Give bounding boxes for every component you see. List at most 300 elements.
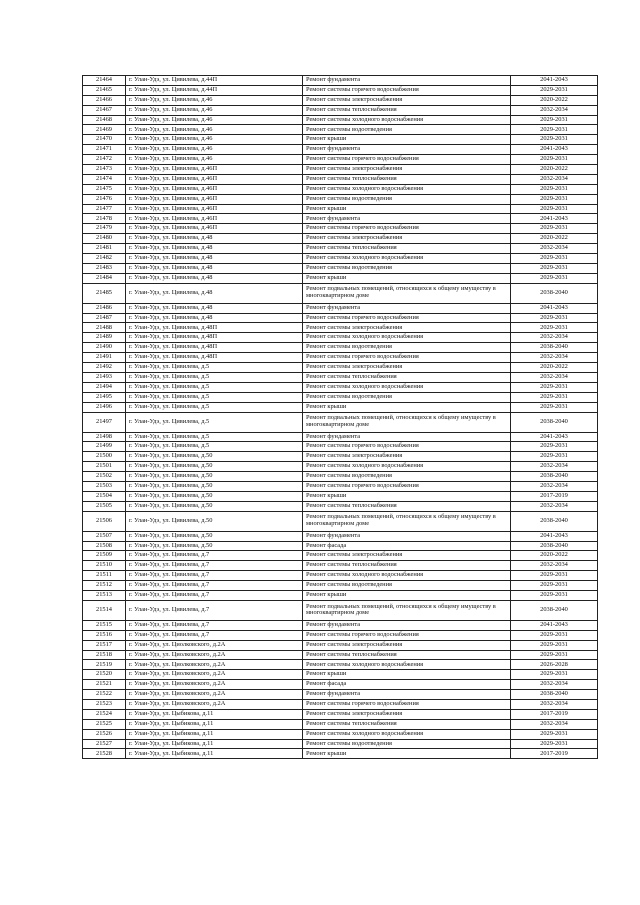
row-number-cell: 21498 (83, 432, 126, 442)
work-type-cell: Ремонт системы водоотведения (303, 739, 511, 749)
table-row (83, 105, 598, 115)
row-number-cell: 21519 (83, 660, 126, 670)
period-cell: 2029-2031 (511, 630, 598, 640)
work-type-cell: Ремонт фундамента (303, 303, 511, 313)
address-cell: г. Улан-Удэ, ул. Цивилева, д.48 (126, 283, 303, 303)
table-row (83, 214, 598, 224)
period-cell: 2029-2031 (511, 254, 598, 264)
row-number-cell: 21511 (83, 571, 126, 581)
table-row (83, 531, 598, 541)
period-cell: 2020-2022 (511, 165, 598, 175)
period-cell: 2032-2034 (511, 719, 598, 729)
work-type-cell: Ремонт фундамента (303, 145, 511, 155)
work-type-cell: Ремонт системы электроснабжения (303, 452, 511, 462)
address-cell: г. Улан-Удэ, ул. Цивилева, д.48 (126, 244, 303, 254)
period-cell: 2029-2031 (511, 135, 598, 145)
address-cell: г. Улан-Удэ, ул. Цивилева, д.46 (126, 155, 303, 165)
address-cell: г. Улан-Удэ, ул. Циолковского, д.2А (126, 699, 303, 709)
period-cell: 2038-2040 (511, 472, 598, 482)
table-row (83, 680, 598, 690)
work-type-cell: Ремонт системы водоотведения (303, 263, 511, 273)
address-cell: г. Улан-Удэ, ул. Цивилева, д.48 (126, 303, 303, 313)
work-type-cell: Ремонт подвальных помещений, относящихся к общему имуществу в многоквартирном доме (303, 511, 511, 531)
work-type-cell: Ремонт системы теплоснабжения (303, 174, 511, 184)
address-cell: г. Улан-Удэ, ул. Цыбикова, д.11 (126, 729, 303, 739)
row-number-cell: 21497 (83, 412, 126, 432)
address-cell: г. Улан-Удэ, ул. Цивилева, д.48П (126, 333, 303, 343)
table-row (83, 442, 598, 452)
address-cell: г. Улан-Удэ, ул. Цивилева, д.48П (126, 323, 303, 333)
period-cell: 2017-2019 (511, 709, 598, 719)
row-number-cell: 21500 (83, 452, 126, 462)
table-row (83, 333, 598, 343)
period-cell: 2029-2031 (511, 125, 598, 135)
table-row (83, 749, 598, 759)
address-cell: г. Улан-Удэ, ул. Цивилева, д.7 (126, 630, 303, 640)
work-type-cell: Ремонт системы водоотведения (303, 343, 511, 353)
work-type-cell: Ремонт фундамента (303, 432, 511, 442)
row-number-cell: 21517 (83, 640, 126, 650)
period-cell: 2029-2031 (511, 273, 598, 283)
address-cell: г. Улан-Удэ, ул. Цивилева, д.46П (126, 184, 303, 194)
address-cell: г. Улан-Удэ, ул. Цивилева, д.48 (126, 234, 303, 244)
table-row (83, 620, 598, 630)
work-type-cell: Ремонт подвальных помещений, относящихся к общему имуществу в многоквартирном доме (303, 600, 511, 620)
table-row (83, 85, 598, 95)
work-type-cell: Ремонт системы холодного водоснабжения (303, 462, 511, 472)
row-number-cell: 21516 (83, 630, 126, 640)
work-type-cell: Ремонт системы горячего водоснабжения (303, 155, 511, 165)
table-row (83, 541, 598, 551)
work-type-cell: Ремонт крыши (303, 135, 511, 145)
period-cell: 2041-2043 (511, 531, 598, 541)
address-cell: г. Улан-Удэ, ул. Цивилева, д.50 (126, 452, 303, 462)
period-cell: 2017-2019 (511, 491, 598, 501)
table-row (83, 571, 598, 581)
work-type-cell: Ремонт системы электроснабжения (303, 234, 511, 244)
table-row (83, 709, 598, 719)
address-cell: г. Улан-Удэ, ул. Цивилева, д.50 (126, 531, 303, 541)
work-type-cell: Ремонт системы горячего водоснабжения (303, 85, 511, 95)
work-type-cell: Ремонт крыши (303, 204, 511, 214)
row-number-cell: 21470 (83, 135, 126, 145)
table-row (83, 343, 598, 353)
table-row (83, 719, 598, 729)
table-row (83, 739, 598, 749)
address-cell: г. Улан-Удэ, ул. Цыбикова, д.11 (126, 709, 303, 719)
period-cell: 2029-2031 (511, 184, 598, 194)
row-number-cell: 21515 (83, 620, 126, 630)
table-row (83, 432, 598, 442)
work-type-cell: Ремонт системы холодного водоснабжения (303, 571, 511, 581)
capital-repair-table (82, 75, 598, 759)
table-row (83, 155, 598, 165)
work-type-cell: Ремонт фундамента (303, 214, 511, 224)
table-row (83, 501, 598, 511)
period-cell: 2029-2031 (511, 581, 598, 591)
row-number-cell: 21483 (83, 263, 126, 273)
period-cell: 2029-2031 (511, 263, 598, 273)
address-cell: г. Улан-Удэ, ул. Цивилева, д.46 (126, 115, 303, 125)
period-cell: 2029-2031 (511, 590, 598, 600)
period-cell: 2029-2031 (511, 670, 598, 680)
work-type-cell: Ремонт фундамента (303, 690, 511, 700)
address-cell: г. Улан-Удэ, ул. Цыбикова, д.11 (126, 739, 303, 749)
row-number-cell: 21510 (83, 561, 126, 571)
period-cell: 2041-2043 (511, 214, 598, 224)
period-cell: 2020-2022 (511, 363, 598, 373)
work-type-cell: Ремонт фундамента (303, 620, 511, 630)
row-number-cell: 21467 (83, 105, 126, 115)
work-type-cell: Ремонт крыши (303, 402, 511, 412)
row-number-cell: 21506 (83, 511, 126, 531)
table-row (83, 204, 598, 214)
work-type-cell: Ремонт фундамента (303, 76, 511, 86)
address-cell: г. Улан-Удэ, ул. Цивилева, д.46 (126, 95, 303, 105)
row-number-cell: 21503 (83, 481, 126, 491)
table-row (83, 660, 598, 670)
row-number-cell: 21469 (83, 125, 126, 135)
row-number-cell: 21466 (83, 95, 126, 105)
address-cell: г. Улан-Удэ, ул. Цивилева, д.46П (126, 224, 303, 234)
table-row (83, 729, 598, 739)
period-cell: 2032-2034 (511, 353, 598, 363)
address-cell: г. Улан-Удэ, ул. Цивилева, д.50 (126, 491, 303, 501)
table-row (83, 462, 598, 472)
table-row (83, 174, 598, 184)
period-cell: 2032-2034 (511, 462, 598, 472)
period-cell: 2032-2034 (511, 105, 598, 115)
address-cell: г. Улан-Удэ, ул. Циолковского, д.2А (126, 680, 303, 690)
table-row (83, 76, 598, 86)
address-cell: г. Улан-Удэ, ул. Цивилева, д.5 (126, 412, 303, 432)
row-number-cell: 21502 (83, 472, 126, 482)
address-cell: г. Улан-Удэ, ул. Цивилева, д.5 (126, 392, 303, 402)
address-cell: г. Улан-Удэ, ул. Цивилева, д.48 (126, 254, 303, 264)
row-number-cell: 21526 (83, 729, 126, 739)
address-cell: г. Улан-Удэ, ул. Циолковского, д.2А (126, 670, 303, 680)
table-row (83, 115, 598, 125)
table-row (83, 561, 598, 571)
work-type-cell: Ремонт крыши (303, 273, 511, 283)
table-row (83, 145, 598, 155)
work-type-cell: Ремонт системы водоотведения (303, 194, 511, 204)
work-type-cell: Ремонт системы горячего водоснабжения (303, 313, 511, 323)
period-cell: 2038-2040 (511, 412, 598, 432)
work-type-cell: Ремонт системы водоотведения (303, 581, 511, 591)
work-type-cell: Ремонт системы теплоснабжения (303, 244, 511, 254)
row-number-cell: 21520 (83, 670, 126, 680)
work-type-cell: Ремонт системы теплоснабжения (303, 650, 511, 660)
row-number-cell: 21514 (83, 600, 126, 620)
address-cell: г. Улан-Удэ, ул. Циолковского, д.2А (126, 650, 303, 660)
work-type-cell: Ремонт системы электроснабжения (303, 709, 511, 719)
row-number-cell: 21501 (83, 462, 126, 472)
row-number-cell: 21486 (83, 303, 126, 313)
address-cell: г. Улан-Удэ, ул. Цивилева, д.46 (126, 145, 303, 155)
period-cell: 2029-2031 (511, 452, 598, 462)
address-cell: г. Улан-Удэ, ул. Цивилева, д.50 (126, 541, 303, 551)
table-row (83, 283, 598, 303)
row-number-cell: 21465 (83, 85, 126, 95)
work-type-cell: Ремонт системы теплоснабжения (303, 719, 511, 729)
work-type-cell: Ремонт системы холодного водоснабжения (303, 254, 511, 264)
work-type-cell: Ремонт фасада (303, 541, 511, 551)
address-cell: г. Улан-Удэ, ул. Цивилева, д.44П (126, 85, 303, 95)
period-cell: 2032-2034 (511, 561, 598, 571)
table-row (83, 699, 598, 709)
period-cell: 2032-2034 (511, 680, 598, 690)
address-cell: г. Улан-Удэ, ул. Цивилева, д.46П (126, 174, 303, 184)
work-type-cell: Ремонт системы горячего водоснабжения (303, 353, 511, 363)
work-type-cell: Ремонт системы горячего водоснабжения (303, 442, 511, 452)
row-number-cell: 21493 (83, 372, 126, 382)
work-type-cell: Ремонт системы холодного водоснабжения (303, 382, 511, 392)
address-cell: г. Улан-Удэ, ул. Цивилева, д.5 (126, 432, 303, 442)
period-cell: 2029-2031 (511, 739, 598, 749)
address-cell: г. Улан-Удэ, ул. Цивилева, д.46 (126, 135, 303, 145)
row-number-cell: 21489 (83, 333, 126, 343)
address-cell: г. Улан-Удэ, ул. Цивилева, д.50 (126, 462, 303, 472)
address-cell: г. Улан-Удэ, ул. Цивилева, д.50 (126, 501, 303, 511)
table-row (83, 412, 598, 432)
period-cell: 2038-2040 (511, 511, 598, 531)
row-number-cell: 21504 (83, 491, 126, 501)
work-type-cell: Ремонт системы теплоснабжения (303, 105, 511, 115)
table-row (83, 581, 598, 591)
period-cell: 2032-2034 (511, 372, 598, 382)
row-number-cell: 21475 (83, 184, 126, 194)
period-cell: 2032-2034 (511, 244, 598, 254)
work-type-cell: Ремонт системы холодного водоснабжения (303, 115, 511, 125)
table-row (83, 491, 598, 501)
period-cell: 2020-2022 (511, 234, 598, 244)
period-cell: 2029-2031 (511, 224, 598, 234)
period-cell: 2029-2031 (511, 204, 598, 214)
address-cell: г. Улан-Удэ, ул. Цивилева, д.5 (126, 363, 303, 373)
row-number-cell: 21522 (83, 690, 126, 700)
table-row (83, 690, 598, 700)
table-row (83, 263, 598, 273)
work-type-cell: Ремонт системы электроснабжения (303, 363, 511, 373)
period-cell: 2029-2031 (511, 571, 598, 581)
period-cell: 2029-2031 (511, 640, 598, 650)
period-cell: 2041-2043 (511, 303, 598, 313)
address-cell: г. Улан-Удэ, ул. Цивилева, д.48 (126, 313, 303, 323)
table-row (83, 165, 598, 175)
table-row (83, 303, 598, 313)
table-row (83, 125, 598, 135)
table-row (83, 511, 598, 531)
work-type-cell: Ремонт системы водоотведения (303, 125, 511, 135)
address-cell: г. Улан-Удэ, ул. Цивилева, д.48П (126, 343, 303, 353)
row-number-cell: 21518 (83, 650, 126, 660)
work-type-cell: Ремонт системы теплоснабжения (303, 372, 511, 382)
work-type-cell: Ремонт системы теплоснабжения (303, 561, 511, 571)
address-cell: г. Улан-Удэ, ул. Цивилева, д.5 (126, 442, 303, 452)
table-row (83, 472, 598, 482)
period-cell: 2029-2031 (511, 313, 598, 323)
address-cell: г. Улан-Удэ, ул. Цивилева, д.5 (126, 372, 303, 382)
period-cell: 2041-2043 (511, 432, 598, 442)
period-cell: 2032-2034 (511, 501, 598, 511)
work-type-cell: Ремонт крыши (303, 491, 511, 501)
table-row (83, 273, 598, 283)
row-number-cell: 21478 (83, 214, 126, 224)
row-number-cell: 21508 (83, 541, 126, 551)
period-cell: 2017-2019 (511, 749, 598, 759)
row-number-cell: 21527 (83, 739, 126, 749)
period-cell: 2029-2031 (511, 115, 598, 125)
row-number-cell: 21477 (83, 204, 126, 214)
row-number-cell: 21491 (83, 353, 126, 363)
period-cell: 2029-2031 (511, 382, 598, 392)
work-type-cell: Ремонт системы теплоснабжения (303, 501, 511, 511)
table-row (83, 353, 598, 363)
address-cell: г. Улан-Удэ, ул. Цивилева, д.7 (126, 581, 303, 591)
work-type-cell: Ремонт крыши (303, 590, 511, 600)
address-cell: г. Улан-Удэ, ул. Циолковского, д.2А (126, 640, 303, 650)
period-cell: 2029-2031 (511, 442, 598, 452)
period-cell: 2029-2031 (511, 323, 598, 333)
row-number-cell: 21488 (83, 323, 126, 333)
work-type-cell: Ремонт системы горячего водоснабжения (303, 224, 511, 234)
period-cell: 2029-2031 (511, 85, 598, 95)
row-number-cell: 21525 (83, 719, 126, 729)
table-row (83, 184, 598, 194)
address-cell: г. Улан-Удэ, ул. Цивилева, д.7 (126, 620, 303, 630)
period-cell: 2029-2031 (511, 392, 598, 402)
table-row (83, 95, 598, 105)
row-number-cell: 21496 (83, 402, 126, 412)
work-type-cell: Ремонт системы электроснабжения (303, 95, 511, 105)
row-number-cell: 21494 (83, 382, 126, 392)
table-row (83, 234, 598, 244)
table-row (83, 670, 598, 680)
table-row (83, 254, 598, 264)
table-row (83, 363, 598, 373)
period-cell: 2029-2031 (511, 155, 598, 165)
row-number-cell: 21487 (83, 313, 126, 323)
row-number-cell: 21471 (83, 145, 126, 155)
work-type-cell: Ремонт системы горячего водоснабжения (303, 630, 511, 640)
period-cell: 2032-2034 (511, 333, 598, 343)
row-number-cell: 21513 (83, 590, 126, 600)
table-row (83, 481, 598, 491)
address-cell: г. Улан-Удэ, ул. Цивилева, д.7 (126, 551, 303, 561)
row-number-cell: 21476 (83, 194, 126, 204)
work-type-cell: Ремонт системы электроснабжения (303, 323, 511, 333)
row-number-cell: 21473 (83, 165, 126, 175)
table-body (83, 76, 598, 759)
row-number-cell: 21474 (83, 174, 126, 184)
table-row (83, 135, 598, 145)
address-cell: г. Улан-Удэ, ул. Циолковского, д.2А (126, 660, 303, 670)
address-cell: г. Улан-Удэ, ул. Цивилева, д.50 (126, 511, 303, 531)
period-cell: 2026-2028 (511, 660, 598, 670)
period-cell: 2029-2031 (511, 729, 598, 739)
table-row (83, 194, 598, 204)
address-cell: г. Улан-Удэ, ул. Цивилева, д.46 (126, 105, 303, 115)
address-cell: г. Улан-Удэ, ул. Цивилева, д.7 (126, 561, 303, 571)
table-row (83, 650, 598, 660)
work-type-cell: Ремонт системы холодного водоснабжения (303, 660, 511, 670)
address-cell: г. Улан-Удэ, ул. Цивилева, д.50 (126, 481, 303, 491)
address-cell: г. Улан-Удэ, ул. Цивилева, д.7 (126, 571, 303, 581)
row-number-cell: 21505 (83, 501, 126, 511)
address-cell: г. Улан-Удэ, ул. Цивилева, д.48 (126, 273, 303, 283)
period-cell: 2038-2040 (511, 690, 598, 700)
row-number-cell: 21482 (83, 254, 126, 264)
table-row (83, 590, 598, 600)
table-row (83, 323, 598, 333)
period-cell: 2041-2043 (511, 76, 598, 86)
address-cell: г. Улан-Удэ, ул. Циолковского, д.2А (126, 690, 303, 700)
period-cell: 2038-2040 (511, 283, 598, 303)
address-cell: г. Улан-Удэ, ул. Цивилева, д.46П (126, 165, 303, 175)
period-cell: 2020-2022 (511, 551, 598, 561)
period-cell: 2041-2043 (511, 145, 598, 155)
work-type-cell: Ремонт фундамента (303, 531, 511, 541)
table-row (83, 640, 598, 650)
period-cell: 2041-2043 (511, 620, 598, 630)
table-row (83, 382, 598, 392)
work-type-cell: Ремонт системы горячего водоснабжения (303, 699, 511, 709)
period-cell: 2029-2031 (511, 650, 598, 660)
period-cell: 2032-2034 (511, 174, 598, 184)
address-cell: г. Улан-Удэ, ул. Цивилева, д.5 (126, 382, 303, 392)
row-number-cell: 21521 (83, 680, 126, 690)
row-number-cell: 21479 (83, 224, 126, 234)
row-number-cell: 21523 (83, 699, 126, 709)
work-type-cell: Ремонт системы водоотведения (303, 392, 511, 402)
work-type-cell: Ремонт системы водоотведения (303, 472, 511, 482)
table-row (83, 224, 598, 234)
work-type-cell: Ремонт системы электроснабжения (303, 640, 511, 650)
table-row (83, 452, 598, 462)
work-type-cell: Ремонт системы электроснабжения (303, 551, 511, 561)
period-cell: 2038-2040 (511, 600, 598, 620)
work-type-cell: Ремонт крыши (303, 749, 511, 759)
period-cell: 2032-2034 (511, 481, 598, 491)
period-cell: 2038-2040 (511, 541, 598, 551)
address-cell: г. Улан-Удэ, ул. Цивилева, д.46 (126, 125, 303, 135)
address-cell: г. Улан-Удэ, ул. Цивилева, д.50 (126, 472, 303, 482)
row-number-cell: 21485 (83, 283, 126, 303)
row-number-cell: 21480 (83, 234, 126, 244)
work-type-cell: Ремонт системы холодного водоснабжения (303, 333, 511, 343)
address-cell: г. Улан-Удэ, ул. Цивилева, д.48П (126, 353, 303, 363)
table-row (83, 551, 598, 561)
period-cell: 2032-2034 (511, 699, 598, 709)
work-type-cell: Ремонт системы холодного водоснабжения (303, 729, 511, 739)
row-number-cell: 21464 (83, 76, 126, 86)
address-cell: г. Улан-Удэ, ул. Цивилева, д.7 (126, 600, 303, 620)
row-number-cell: 21509 (83, 551, 126, 561)
period-cell: 2029-2031 (511, 402, 598, 412)
address-cell: г. Улан-Удэ, ул. Цивилева, д.46П (126, 204, 303, 214)
row-number-cell: 21472 (83, 155, 126, 165)
work-type-cell: Ремонт подвальных помещений, относящихся к общему имуществу в многоквартирном доме (303, 412, 511, 432)
address-cell: г. Улан-Удэ, ул. Цивилева, д.46П (126, 214, 303, 224)
table-row (83, 600, 598, 620)
row-number-cell: 21484 (83, 273, 126, 283)
work-type-cell: Ремонт фасада (303, 680, 511, 690)
address-cell: г. Улан-Удэ, ул. Цивилева, д.44П (126, 76, 303, 86)
address-cell: г. Улан-Удэ, ул. Цыбикова, д.11 (126, 719, 303, 729)
row-number-cell: 21492 (83, 363, 126, 373)
work-type-cell: Ремонт подвальных помещений, относящихся к общему имуществу в многоквартирном доме (303, 283, 511, 303)
